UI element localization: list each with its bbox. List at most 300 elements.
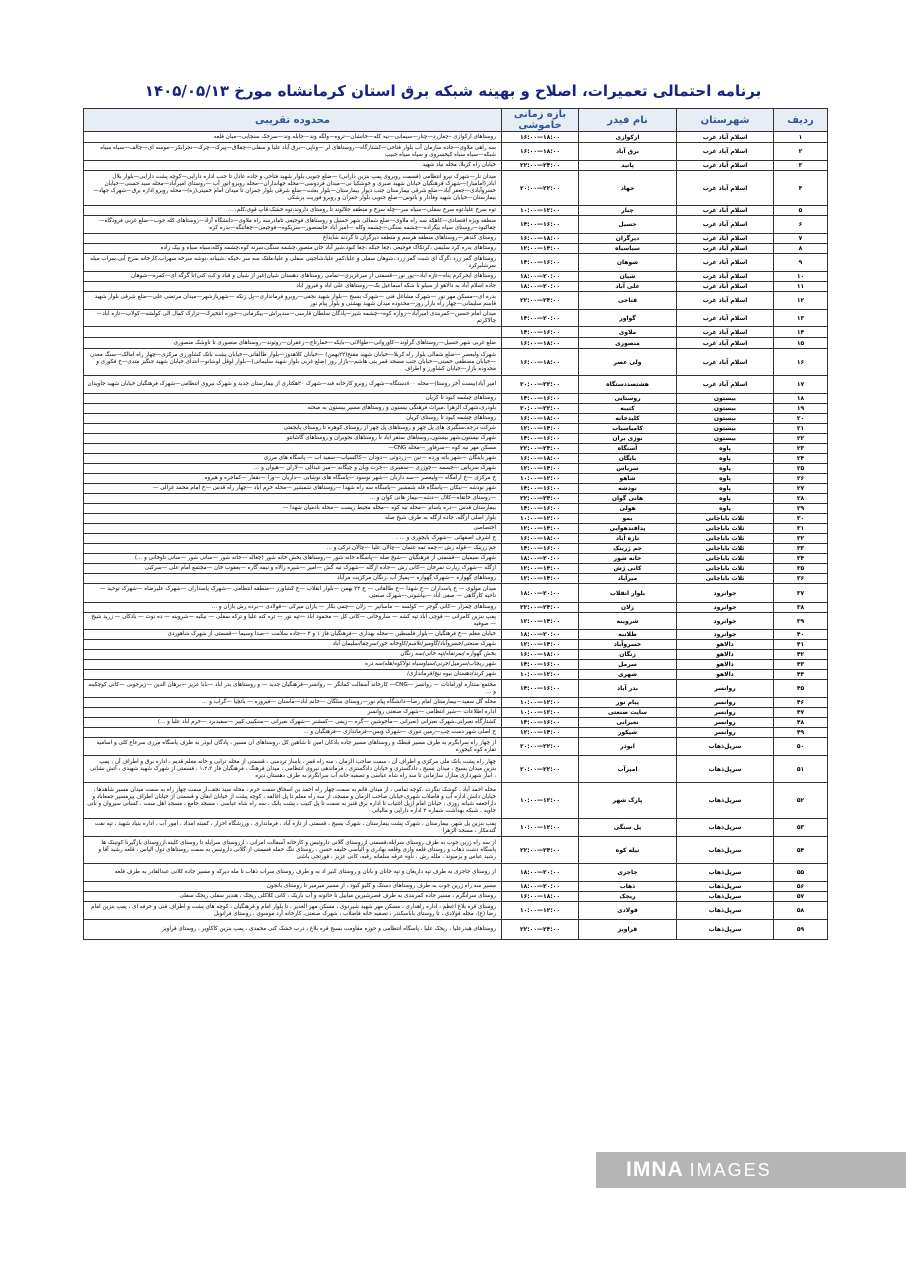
row-num: ۵۴: [774, 837, 828, 864]
row-time: ۲۲:۰۰—۲۰:۰۰: [502, 738, 579, 756]
row-num: ۳۴: [774, 554, 828, 564]
row-feeder: زلان: [579, 603, 677, 613]
row-feeder: شاهو: [579, 474, 677, 484]
row-feeder: برق آباد: [579, 143, 677, 161]
table-row: [84, 464, 828, 474]
table-body: [84, 132, 828, 940]
row-num: ۵۹: [774, 920, 828, 940]
table-row: [84, 613, 828, 630]
row-time: ۱۲:۰۰—۱۰:۰۰: [502, 670, 579, 680]
row-city: سرپل‌ذهاب: [677, 738, 774, 756]
row-num: ۳: [774, 161, 828, 171]
row-num: ۴۷: [774, 708, 828, 718]
table-row: [84, 171, 828, 206]
row-feeder: بدر آباد: [579, 680, 677, 698]
table-row: [84, 424, 828, 434]
table-row: [84, 376, 828, 394]
table-row: [84, 504, 828, 514]
row-num: ۴: [774, 171, 828, 206]
row-feeder: تیله کوه: [579, 837, 677, 864]
row-city: دالاهو: [677, 660, 774, 670]
row-area: میدان نار—شهرک نیرو انتظامی (قسمت روبروی پمپ بنزین دارابی) —ضلع جنوبی بلوار شهید فتاحی و جاده عادل تا جنب اداره دارایی—کوچه پشت دارایی—بلوار بلال اباذر(امامیار)—شهرک فرهنگیان خیابان شهید صبری و خوشکیا نی—میدان فردوسی—محله جهانداران—محله روبرو انور آب —روستای امیرآباد—محله سید حسنی—خیابان خسروآبادی—جعفر آباد—ضلع شرقی بیمارستان جنب دیوار بیمارستان—بلوار بعثت—ضلع شرقی بلوار جمران تا میدان امام خمینی(ره)—محله روبرو اداره برق—شهرک جهاد—بیمارستان—خیابان شهید وفادار و بانوس—ضلع جنوبی بلوار جمران و روبرو فوریت پزشکی: [84, 171, 502, 206]
table-row: [84, 698, 828, 708]
row-feeder: ذهاب: [579, 882, 677, 892]
row-feeder: طلانبه: [579, 630, 677, 640]
row-time: ۲۰:۰۰—۱۸:۰۰: [502, 282, 579, 292]
row-time: ۲۰:۰۰—۱۸:۰۰: [502, 630, 579, 640]
table-row: [84, 902, 828, 920]
header-area: محدوده تقریبی: [84, 109, 502, 132]
row-time: ۲۰:۰۰—۱۸:۰۰: [502, 882, 579, 892]
row-num: ۲۷: [774, 484, 828, 494]
row-time: ۱۸:۰۰—۱۶:۰۰: [502, 534, 579, 544]
row-feeder: ارکوازی: [579, 132, 677, 143]
row-area: شهرک بیستون،شهر بیستون،روستاهای سنقر اباد تا روستاهای نجوبران و روستاهای گاشانتو: [84, 434, 502, 444]
row-num: ۱۱: [774, 282, 828, 292]
row-city: سرپل‌ذهاب: [677, 920, 774, 940]
row-city: بیستون: [677, 424, 774, 434]
row-city: بیستون: [677, 394, 774, 404]
row-time: ۱۲:۰۰—۱۰:۰۰: [502, 474, 579, 484]
row-city: اسلام آباد غرب: [677, 171, 774, 206]
row-time: ۱۶:۰۰—۱۴:۰۰: [502, 544, 579, 554]
row-num: ۱۸: [774, 394, 828, 404]
row-num: ۵۵: [774, 864, 828, 882]
row-area: جم زرینک —قوله رش —چمه تمه عثمان —چالان علیا —چالان ترکی و ...: [84, 544, 502, 554]
row-city: سرپل‌ذهاب: [677, 864, 774, 882]
table-row: [84, 454, 828, 464]
row-feeder: نوژی بران: [579, 434, 677, 444]
row-area: روستاهای ایحرکرم پناه—تازه اباد—پور نور—قسمتی از میرغزیزی—تمامی روستاهای دهستان شیان(غیر از شیان و قباد و کت کنی)تا گرگه ای—کمره—شوهان: [84, 272, 502, 282]
row-feeder: سرمل: [579, 660, 677, 670]
row-feeder: روستایی: [579, 394, 677, 404]
row-num: ۵۳: [774, 819, 828, 837]
row-city: اسلام آباد غرب: [677, 234, 774, 244]
row-feeder: هانی گوان: [579, 494, 677, 504]
row-time: ۱۴:۰۰—۱۲:۰۰: [502, 728, 579, 738]
row-num: ۵۱: [774, 756, 828, 783]
table-row: [84, 338, 828, 349]
row-area: شهرک سیمیان —قسمتی از فرهنگیان —شیخ صله —پاسگاه خانه شور —روستاهای بخش خانه شور (چغاله —خانه شور —سانی شور —سانی تاوخانی و ...): [84, 554, 502, 564]
row-city: پاوه: [677, 444, 774, 454]
row-feeder: علی آباد: [579, 282, 677, 292]
row-area: روستاهای چمزار —کانی گوجر — کولسه — ماسانیر — زلان —چمی بکار — یازان میرکی —قولادی —برده رش بازان و ...: [84, 603, 502, 613]
row-time: ۲۲:۰۰—۲۰:۰۰: [502, 404, 579, 414]
table-row: [84, 444, 828, 454]
row-num: ۴۹: [774, 728, 828, 738]
row-time: ۱۶:۰۰—۱۴:۰۰: [502, 434, 579, 444]
row-area: روستاهای ارکوازی –چغازرد—چنار—سیمانی—نیه کله—خانشان—تروه—ولگه وند—جابله وند—سرخک سنجابی—میان قلعه: [84, 132, 502, 143]
row-area: بخش گهواره /بمرتفاه/تپه خانی/سه زنگان: [84, 650, 502, 660]
row-num: ۳۶: [774, 574, 828, 584]
table-row: [84, 292, 828, 310]
row-num: ۱۷: [774, 376, 828, 394]
row-time: ۱۶:۰۰—۱۴:۰۰: [502, 216, 579, 234]
row-time: ۱۸:۰۰—۱۶:۰۰: [502, 414, 579, 424]
row-city: پاوه: [677, 504, 774, 514]
row-feeder: شروینه: [579, 613, 677, 630]
table-row: [84, 244, 828, 254]
row-num: ۴۴: [774, 670, 828, 680]
row-time: ۲۴:۰۰—۲۲:۰۰: [502, 292, 579, 310]
row-feeder: خانه شور: [579, 554, 677, 564]
row-time: ۱۸:۰۰—۱۶:۰۰: [502, 349, 579, 376]
table-row: [84, 882, 828, 892]
row-area: پمپ بنزین پل شهر، بیمارستان ، شهرک پشت بیمارستان ، شهرک بسیج ، قسمتی از تازه آباد ، فرمانداری ، ورزشگاه احرار ، کمیته امداد ، امور آب ، اداره بنیاد شهید ، تپه نفت گندمکار ، مسجد الزهرا: [84, 819, 502, 837]
table-row: [84, 161, 828, 171]
row-area: اداره اطلاعات —شیر انتظامی —شهرک صنعتی روانسر: [84, 708, 502, 718]
row-city: سرپل‌ذهاب: [677, 902, 774, 920]
row-feeder: پدافندهوایی: [579, 524, 677, 534]
row-city: اسلام آباد غرب: [677, 292, 774, 310]
header-time: بازه زمانی خاموشی: [502, 109, 579, 132]
row-feeder: ولی عصر: [579, 349, 677, 376]
row-num: ۵۲: [774, 783, 828, 819]
row-num: ۵۷: [774, 892, 828, 902]
row-time: ۱۸:۰۰—۱۶:۰۰: [502, 132, 579, 143]
row-area: سه راهی ملاوی—جاده سازمان آب بلوار فتاحی—کشتارگاه—روستاهای لر —وناپی—برق آباد علیا و سفلی—چقلاق—پیرک—چرک—نجرابکر—موسه ای—چالف—سیاه سیاه شبکه—سیاه سیاه کیخسروی و سیاه سیاه حبیب: [84, 143, 502, 161]
row-area: شهرک صنعتی/خسروآباد/گاومیر/تلاسم/کاوخانه خور/سرچقا/سلیمان آباد: [84, 640, 502, 650]
row-time: ۱۲:۰۰—۱۰:۰۰: [502, 514, 579, 524]
row-area: شهرک سرپاس —جسمه —چوزری —سفینری —خرت وبان و چیگانه —میر عبدالی —لاران —هیوان و ...: [84, 464, 502, 474]
page-title: برنامه احتمالی تعمیرات، اصلاح و بهینه شبکه برق استان کرمانشاه مورخ ۱۴۰۵/۰۵/۱۳: [144, 82, 762, 100]
row-time: ۱۴:۰۰—۱۲:۰۰: [502, 564, 579, 574]
row-time: ۱۴:۰۰—۱۲:۰۰: [502, 524, 579, 534]
table-row: [84, 756, 828, 783]
table-row: [84, 584, 828, 603]
row-area: بیمارستان قدس —دره باسام —محله نیه کوه —محله محیط زیست —محله بادمیان شهدا —: [84, 504, 502, 514]
table-row: [84, 349, 828, 376]
row-time: ۱۶:۰۰—۱۴:۰۰: [502, 254, 579, 272]
table-row: [84, 603, 828, 613]
table-row: [84, 143, 828, 161]
row-city: ثلاث باباجانی: [677, 574, 774, 584]
row-city: جوانرود: [677, 630, 774, 640]
row-num: ۳۱: [774, 524, 828, 534]
row-time: ۱۶:۰۰—۱۴:۰۰: [502, 394, 579, 404]
row-num: ۴۶: [774, 698, 828, 708]
row-area: میدان مولوی — خ پاسداران —خ شهدا —خ طالقانی — خ ۲۲ بهمن —بلوار انقلاب —خ کشاورز —منطقه انتظامی —شهرک پاسداران —شهرک علیرضاه —شهرک توحید — ناحیه کارگاهی — صفی اباد —بیاشوتی—شهرک صنعتی: [84, 584, 502, 603]
row-feeder: خسروآباد: [579, 640, 677, 650]
table-row: [84, 574, 828, 584]
row-city: روانسر: [677, 680, 774, 698]
row-area: [84, 327, 502, 338]
table-row: [84, 680, 828, 698]
row-time: ۱۸:۰۰—۱۶:۰۰: [502, 143, 579, 161]
row-city: ثلاث باباجانی: [677, 564, 774, 574]
row-area: از روستای جاجری به طرف تپه داریغان و تپه جانان و بابان و روستای کبیر اد به و طرف روستای سراب ذهاب تا مله دیرکه و مسیر جاده کلانی عبدالقادر به طرف قلعه: [84, 864, 502, 882]
row-time: ۲۰:۰۰—۱۴:۰۰: [502, 310, 579, 327]
row-feeder: زنگان: [579, 650, 677, 660]
table-row: [84, 892, 828, 902]
row-area: از چهار راه سرابگرم به طرف مسیر قبطک و روستاهای مسیر جاده بادکان امین تا شاهین کل ،روستاهای ان مسیر ، پادگان ابوذر به طرف پاسگاه مرزی سرعاع کلی و اسامیه تفاره کوه کیجوره: [84, 738, 502, 756]
row-num: ۱۳: [774, 310, 828, 327]
watermark-brand: IMNA: [626, 1158, 684, 1181]
row-city: سرپل‌ذهاب: [677, 819, 774, 837]
row-area: بلودری،شهرک الزهرا ،میرات فرهنگی بیستون و روستاهای مسیر بیستون به صحنه: [84, 404, 502, 414]
row-num: ۳۷: [774, 584, 828, 603]
row-area: روستاهای چشمه کبود تا روستای کریان: [84, 414, 502, 424]
row-city: سرپل‌ذهاب: [677, 882, 774, 892]
row-num: ۲۶: [774, 474, 828, 484]
table-row: [84, 718, 828, 728]
row-time: ۱۲:۰۰—۱۰:۰۰: [502, 902, 579, 920]
row-city: اسلام آباد غرب: [677, 282, 774, 292]
row-num: ۲۲: [774, 434, 828, 444]
table-row: [84, 660, 828, 670]
row-feeder: بلوار انقلاب: [579, 584, 677, 603]
row-area: محله احمد آباد ، کوشک ننگرت ،کوچه تمامی ، از میدان قانم به سمت چهار راه احمد بن اسحاق سمت حرم ، محله سید نجف،از سمت چهار راه به سمت میدان مسیر شاهدها ، خیابان دانش اداره آب و فاضلاب شهری،خیابان صاحب الزمان و مسجد، از سه راه معلم تا پل اغالقه ، کوچه پشت از خیابان ابقان و قسمتی از خیابان اطراف پیرمسیر جمعاباد و داراجعفه شیانه روزی ، خیابان امام ازپل اغتیاب تا اداره برق قنبر به سمت تا پل کنیب ، پشت بانک ، سه راه شاه عباسی ، مسجد جامع ، مسجد اهل سنت ، کسانی سیروان و بانی جاوید ، شبکه بهداشت شماره ۲ اداره دارایی و مالیاتی: [84, 783, 502, 819]
row-num: ۳۹: [774, 613, 828, 630]
row-city: بیستون: [677, 434, 774, 444]
row-city: سرپل‌ذهاب: [677, 837, 774, 864]
row-area: روستاهای گهواره —شهرک گهواره —پمپاژ آب ،زنگان مرکزیت مرآباد: [84, 574, 502, 584]
row-num: ۲۴: [774, 454, 828, 464]
row-num: ۶: [774, 216, 828, 234]
row-area: شهر باینگان —شهر باته ورده —نین —زردوئی —دودان —کاکسیاب—سفید اب — پاسگاه های مرزی: [84, 454, 502, 464]
table-row: [84, 630, 828, 640]
row-city: اسلام آباد غرب: [677, 206, 774, 216]
row-feeder: قراویز: [579, 920, 677, 940]
row-feeder: هشتصددستگاه: [579, 376, 677, 394]
row-area: چهار راه پشت بانک ملی مرکزی و اطراف آن ، سمت صاحب الزمان ، سه راه قمر ، یاسار تردسی ، قسمتی از محله ترابی و خانه معلم قدیم ، اداره برق و اطراف آن ، پمپ بنزین میدان بسیج ، میدان بسیج ، دادگستری و خیابان دادگستری ، فرماندهی نیروی انتظامی ، میدان فرهنگ ، فرهنگیان فاز ۱،۲،۳ ، قسمتی از شهرک شهید شهیدی ، آتش نشانی ، انبار شهرداری منازل سازمانی تا سه راه شاه عباسی و تصفیه خانه آب سرابگرم به طرف دهستان دیره: [84, 756, 502, 783]
table-row: [84, 708, 828, 718]
table-row: [84, 484, 828, 494]
row-feeder: پارک شهر: [579, 783, 677, 819]
row-feeder: سایت صنعتی: [579, 708, 677, 718]
row-feeder: شهری: [579, 670, 677, 680]
row-feeder: بمو: [579, 514, 677, 524]
row-area: منطقه ویژه اقتصادی—کاهکه سه راه ملاوی—ضلع شمالی شهر حسیل و روستاهای فوجیعی تامادرسه راه ملاوی—دانشگاه آزاد—روستاهای کله جوب—ضلع غربی فرودگاه—چقاکبود—روستای سیاه بیگزاده—چشمه سنگی—چشمه وکله —امیر اباد خانمنصور—سریکوه—فوجیعی—چغاتنگه—بدره کره: [84, 216, 502, 234]
row-time: ۱۲:۰۰—۱۰:۰۰: [502, 783, 579, 819]
table-row: [84, 564, 828, 574]
row-time: ۱۶:۰۰—۱۴:۰۰: [502, 484, 579, 494]
table-row: [84, 234, 828, 244]
row-feeder: کامیاسیاب: [579, 424, 677, 434]
row-city: پاوه: [677, 464, 774, 474]
row-time: ۲۴:۰۰—۲۲:۰۰: [502, 161, 579, 171]
row-time: ۱۴:۰۰—۱۲:۰۰: [502, 464, 579, 474]
row-time: ۱۶:۰۰—۱۴:۰۰: [502, 718, 579, 728]
row-time: ۱۸:۰۰—۱۶:۰۰: [502, 338, 579, 349]
table-row: [84, 920, 828, 940]
row-time: ۱۴:۰۰—۱۲:۰۰: [502, 424, 579, 434]
table-row: [84, 650, 828, 660]
header-feeder: نام فیدر: [579, 109, 677, 132]
row-city: اسلام آباد غرب: [677, 143, 774, 161]
row-city: سرپل‌ذهاب: [677, 756, 774, 783]
imna-images-watermark: [596, 1152, 906, 1188]
table-row: [84, 494, 828, 504]
row-area: —روستای خانقاه—کلال —دشه—بیماز هانی کوان و ...: [84, 494, 502, 504]
row-city: پاوه: [677, 474, 774, 484]
row-time: ۲۰:۰۰—۱۸:۰۰: [502, 864, 579, 882]
row-city: اسلام آباد غرب: [677, 349, 774, 376]
row-feeder: سیاسیاه: [579, 244, 677, 254]
row-feeder: شیان: [579, 272, 677, 282]
row-time: ۱۴:۰۰—۱۲:۰۰: [502, 613, 579, 630]
row-area: روستاهای بدره کرد سلیمی ،کرتکاک فوجیعی ،چغا حبکه ،چغا کبود،شیر آباد خان منصور،چشمه سنگی،سرنه کوه،چشمه وکله،سیاه سیاه و بیک زاده: [84, 244, 502, 254]
row-city: روانسر: [677, 728, 774, 738]
row-city: بیستون: [677, 404, 774, 414]
row-feeder: میرآباد: [579, 574, 677, 584]
row-city: جوانرود: [677, 584, 774, 603]
row-area: کشتارگاه نعبرانی،شهرک نعبرانی (نعبرانی —ماخوشین —گره —زیمی —کمشنر —شهرک نعبرانی —سنکیبی کبیر —سفیدبرد —خرم اباد علیا و ...): [84, 718, 502, 728]
row-city: سرپل‌ذهاب: [677, 892, 774, 902]
row-area: امیر آباد(بیست آخر روستا)—محله ۸۰۰دستگاه—شهرک روبرو کارخانه قند—شهرک ۲۰هکتاری از بیمارستان جدید و شهرک نیروی انتظامی—شهرک فرهنگیان خیابان شهید جاویدان: [84, 376, 502, 394]
row-feeder: پل سنگی: [579, 819, 677, 837]
row-feeder: کتیبه: [579, 404, 677, 414]
table-row: [84, 783, 828, 819]
table-row: [84, 728, 828, 738]
table-row: [84, 738, 828, 756]
row-time: ۱۲:۰۰—۱۰:۰۰: [502, 206, 579, 216]
table-row: [84, 216, 828, 234]
row-time: ۲۰:۰۰—۱۸:۰۰: [502, 584, 579, 603]
row-city: ثلاث باباجانی: [677, 534, 774, 544]
row-area: میدان امام حسین—کمربندی امیرآباد—زواره کوه—چشمه شیر—پادگان سلطان قارسی—سدبراش—بیکرمانی—حوزه انتخیرک—تزارک کمال الی کولشه—کولاب—تازه اباد—چالاکرتم: [84, 310, 502, 327]
row-area: شهرک ولیعصر —ضلع شمالی بلوار راه کربلا—خیابان شهید مفتح(۲۲بهمن) —خیابان کلاهدوز—بلوار طالقانی—خیابان پشت بانک کشاورزی مرکزی—چهار راه امالک—سنگ معدن—خیابان مصطفی خمینی—خیابان جنب مسجد قمر بنی هاشم—بازار روز (ضلع غربی بلوار شهید سلیمانی)—بلوار لوقل لوشانو—انتدای خیابان شهید جنگیز مندی—خ فکوری و محدوده بازار—خیابان کشاورز و اطراف: [84, 349, 502, 376]
row-time: ۲۴:۰۰—۲۲:۰۰: [502, 444, 579, 454]
row-feeder: گواور: [579, 310, 677, 327]
row-feeder: نعبرانی: [579, 718, 677, 728]
row-area: خ اشرف اصفهانی —شهرک بابچوری و ... .: [84, 534, 502, 544]
row-area: روستای کندهر—روستاهای منطقه هرسم و منطقه دیرگران تا گردنه شابداغ: [84, 234, 502, 244]
row-city: جوانرود: [677, 613, 774, 630]
row-area: ازگله —شهرک زیارت نمرخان —کانی رش —جاده ازگله —شهرک تیه گش —امیر —شیره زالاه و نیمه گاره —یعقوب خان —مجتمع امام علی —سرکبی: [84, 564, 502, 574]
row-time: ۲۴:۰۰—۲۲:۰۰: [502, 494, 579, 504]
row-time: ۱۸:۰۰—۱۶:۰۰: [502, 892, 579, 902]
row-time: ۱۸:۰۰—۱۶:۰۰: [502, 454, 579, 464]
row-city: روانسر: [677, 708, 774, 718]
row-num: ۴۲: [774, 650, 828, 660]
row-city: پاوه: [677, 494, 774, 504]
row-feeder: کانی ژش: [579, 564, 677, 574]
row-num: ۳۸: [774, 603, 828, 613]
row-num: ۲۱: [774, 424, 828, 434]
table-row: [84, 670, 828, 680]
row-city: ثلاث باباجانی: [677, 514, 774, 524]
row-num: ۲۹: [774, 504, 828, 514]
table-row: [84, 206, 828, 216]
row-num: ۱۲: [774, 292, 828, 310]
row-city: دالاهو: [677, 640, 774, 650]
header-city: شهرستان: [677, 109, 774, 132]
row-feeder: ریجک: [579, 892, 677, 902]
row-area: شرکت درجه،سنگبری های پل چهر و روستاهای پل چهر از روستای کوهره تا روستای پایجفتی: [84, 424, 502, 434]
row-num: ۵۰: [774, 738, 828, 756]
header-num: ردیف: [774, 109, 828, 132]
row-feeder: شیکور: [579, 728, 677, 738]
row-num: ۳۰: [774, 514, 828, 524]
row-city: اسلام آباد غرب: [677, 216, 774, 234]
row-num: ۳۵: [774, 564, 828, 574]
row-feeder: آسنگاه: [579, 444, 677, 454]
row-feeder: پانید: [579, 161, 677, 171]
row-area: خ اصلی شهر دست چپ—زمین تنوری —شهرک وبس—فرماندازی —فرهنگیان و ...: [84, 728, 502, 738]
table-row: [84, 819, 828, 837]
row-num: ۲۸: [774, 494, 828, 504]
row-num: ۴۰: [774, 630, 828, 640]
row-time: ۱۲:۰۰—۱۰:۰۰: [502, 698, 579, 708]
row-area: جاده اسلام آباد به دالاهو از سیلو تا شکه اسماعیل بک—روستاهای علی اباد و فیروز اباد: [84, 282, 502, 292]
row-city: ثلاث باباجانی: [677, 554, 774, 564]
row-time: ۲۲:۰۰—۲۰:۰۰: [502, 376, 579, 394]
row-area: شهر ریجاب/سرمیل/جرنی/سیاوسیاه تولاکوه/هله/سه دره: [84, 660, 502, 670]
row-num: ۴۱: [774, 640, 828, 650]
row-area: مسیر سه راه زرین جوب به طرف روستاهای دستک و کلیو کبود ، از مسیر میرمیر تا روستای بانجون: [84, 882, 502, 892]
row-city: اسلام آباد غرب: [677, 310, 774, 327]
row-feeder: کلیدخانه: [579, 414, 677, 424]
row-num: ۸: [774, 244, 828, 254]
row-time: ۲۴:۰۰—۲۲:۰۰: [502, 837, 579, 864]
row-num: ۴۸: [774, 718, 828, 728]
row-feeder: ملاوی: [579, 327, 677, 338]
table-row: [84, 864, 828, 882]
row-num: ۱۴: [774, 327, 828, 338]
row-city: اسلام آباد غرب: [677, 327, 774, 338]
row-time: ۱۶:۰۰—۱۴:۰۰: [502, 680, 579, 698]
row-time: ۱۴:۰۰—۱۲:۰۰: [502, 640, 579, 650]
row-city: اسلام آباد غرب: [677, 272, 774, 282]
row-feeder: جهاد: [579, 171, 677, 206]
row-area: روستای سرابگرم ، مسیر جاده کمربندی به طرف قصرشیرین میاییل تا حاتونه و آب باریک ، کانی کلاکلی ریجک ، هندیر سفلی ریجک سفلی: [84, 892, 502, 902]
row-city: سرپل‌ذهاب: [677, 783, 774, 819]
row-area: ضلع غربی شهر حسیل—روستاهای گراوند—کاوروانی—طوالانی—بایکه—خمارتاج—زعفران—روتوند—روستاهای منصوری تا تاوشک منصوری: [84, 338, 502, 349]
row-city: پاوه: [677, 484, 774, 494]
row-num: ۴۵: [774, 680, 828, 698]
row-num: ۱۵: [774, 338, 828, 349]
row-city: اسلام آباد غرب: [677, 161, 774, 171]
row-num: ۱۰: [774, 272, 828, 282]
row-time: ۲۴:۰۰—۲۲:۰۰: [502, 603, 579, 613]
row-area: مجتمع سنتاره اورامانات — روانسر —CNG— کارخانه آسفالت کمانگر — روانسر—فرهنگیان جدید — و روستاهای بدر اباد —بابا عزیز —برهان الدین —زیرجوبی —کانی کوچکینه و ...: [84, 680, 502, 698]
row-time: ۱۶:۰۰—۱۴:۰۰: [502, 504, 579, 514]
row-feeder: جم زرینک: [579, 544, 677, 554]
table-row: [84, 640, 828, 650]
row-area: شهر نودشه —نبکان —پاسگاه قله شمشیر —پاسگاه سه راه شهدا —روستاهای شمشیر —محله خرم اباد —چهار راه قدس —خ امام محمد غزالی —: [84, 484, 502, 494]
table-row: [84, 404, 828, 414]
row-area: شهر کرند/دهستان بیوه نیج/فرماندازی/: [84, 670, 502, 680]
table-row: [84, 394, 828, 404]
row-time: ۱۶:۰۰—۱۴:۰۰: [502, 660, 579, 670]
table-header-row: [84, 109, 828, 132]
row-feeder: دیرگران: [579, 234, 677, 244]
row-area: از سه راه زرین جوب به طرف روستای سرایله،قسمتی ازروستای گلانی داروئیس و کارخانه آسفالت امرانی ، ازروستای سرایله تا روستای کلینه،ازروستای بازگیرنا کوتینک ها پاسگاه دشت ذهاب و روستای قلعه وازی وقلعه بهادری و الیاسی خلیفه حسن ، روستای ننگ حمله قسمتی از گلانی داروئیس به سمت روستاهای دول الیاس ، قلعه رشید آقا و رشید عباس و بزمیوند ، ملله رش ، ناوه عرقه سلمانه رقیه، کانی عزیز ، قورتجی یاشی: [84, 837, 502, 864]
table-row: [84, 310, 828, 327]
row-feeder: جاجری: [579, 864, 677, 882]
row-time: ۲۰:۰۰—۱۸:۰۰: [502, 554, 579, 564]
row-city: دالاهو: [677, 650, 774, 660]
row-area: مسکن مهر نیه کوه —سرفاور —محله CNG—: [84, 444, 502, 454]
row-num: ۵۸: [774, 902, 828, 920]
row-area: پمپ بنزین کامرانی — قوچی اباد تپه کشه — ساروخانی —کانی کل — محمود اباد —تپه نور — تره کنه علیا و ترکه سفلی — بیکیه —شروینه — ده نوت — بادکان — زرید شیخ — صوفیه: [84, 613, 502, 630]
row-feeder: شوهان: [579, 254, 677, 272]
row-city: اسلام آباد غرب: [677, 254, 774, 272]
row-num: ۵۶: [774, 882, 828, 892]
row-num: ۲۵: [774, 464, 828, 474]
row-area: روستای قره بلاغ اعظم ، اداره راهداری ، مسکن مهر شهید شیردوی ، مسکن مهر الغدیر ، تا بلوار امام و فرهنگیان ، کوچه های پشت و اطراف فنی و حرفه ای ، پمپ بنزین امام رضا (ع)، محله فولادی ، تا روستای باباسکندر ، تصفیه خانه فاضلاب ، شهرک صنعتی، کارخانه آرد موسوی ، روستای فرانوبل: [84, 902, 502, 920]
row-num: ۷: [774, 234, 828, 244]
table-row: [84, 272, 828, 282]
row-num: ۵: [774, 206, 828, 216]
row-area: خیابان معلم —خ فرهنگیان —بلوار فلسطین —محله بهداری —فرهنگیان فاز ۱ و ۲ —جاده سلامت —صدا وسیما —قسمتی از شهرک شاهوردی: [84, 630, 502, 640]
row-num: ۲: [774, 143, 828, 161]
row-area: بدره ای—مسکن مهر نور —شهرک مشاغل فنی —شهرک بسیج —بلوار شهید نجفی—روبرو فرمانداری—پل زنکه —شهربازشهر—میدان مرتضی علی—ضلع شرقی بلوار شهید قاسم سلیمانی—چهار راه بازار روز—محدوده میدان شهید بهشتی و بلوار پیام نور: [84, 292, 502, 310]
row-num: ۴۳: [774, 660, 828, 670]
row-area: روستاهای هیدرعلیا ، ریجک علیا ، پاسگاه انتظامی و حوزه مقاومت بسیج قره بلاغ ، درب خشک کنی محمدی ، پمپ بنزین کاکاویر ، روستای قراویز: [84, 920, 502, 940]
row-num: ۳۳: [774, 544, 828, 554]
